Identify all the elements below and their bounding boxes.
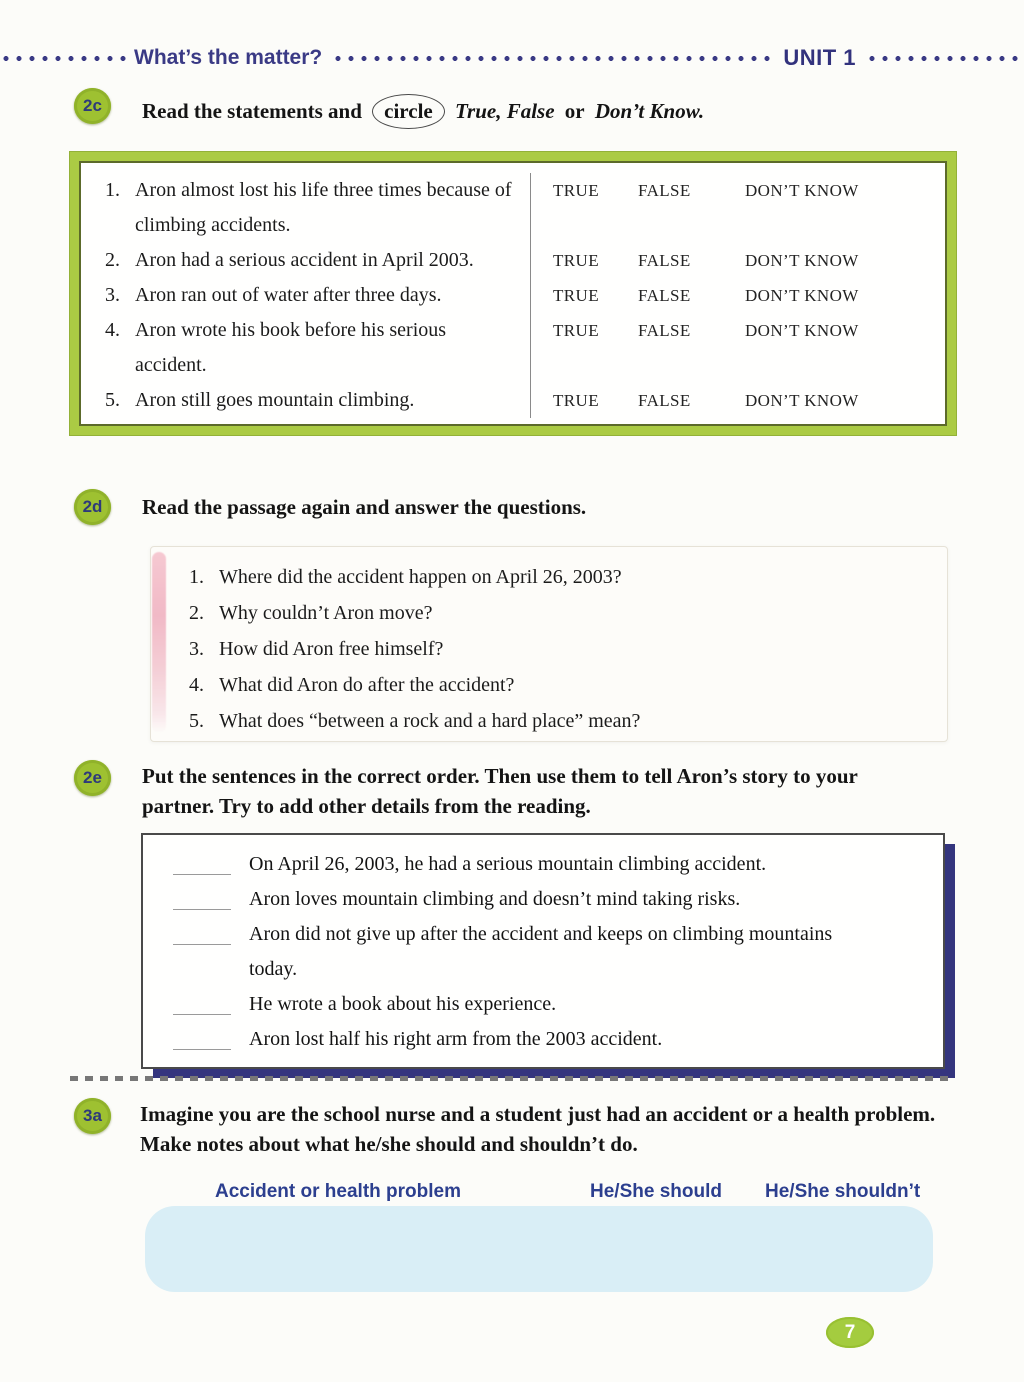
option-false: FALSE (638, 391, 691, 410)
options-cell (531, 313, 895, 383)
option-false: FALSE (638, 286, 691, 305)
order-item (173, 1022, 943, 1057)
notes-panel (145, 1206, 933, 1292)
statement-cell (79, 383, 531, 418)
options-cell (531, 173, 895, 243)
answer-blank (173, 882, 231, 910)
order-sentence: Aron did not give up after the accident and keeps on climbing mountains today. (249, 923, 833, 980)
section-badge-2e: 2e (74, 760, 111, 796)
question-text: What did Aron do after the accident? (219, 674, 515, 696)
option-true: TRUE (553, 391, 599, 410)
page-header (0, 44, 1024, 72)
table-row (79, 278, 947, 313)
options-cell (531, 278, 895, 313)
dotted-rule-right (866, 55, 1024, 62)
instruction-2c-true-false: True, False (454, 99, 555, 123)
section-badge-2c: 2c (74, 88, 111, 124)
option-true: TRUE (553, 251, 599, 270)
statement-cell (79, 173, 531, 243)
question-item (151, 559, 947, 595)
sentence-order-box (141, 833, 945, 1069)
notes-column-header-shouldnt: He/She shouldn’t (765, 1181, 921, 1202)
instruction-2c-dont-know: Don’t Know. (594, 99, 705, 123)
option-true: TRUE (553, 321, 599, 340)
options-cell (531, 243, 895, 278)
option-false: FALSE (638, 181, 691, 200)
question-text: What does “between a rock and a hard place” mean? (219, 710, 641, 732)
statement-text: Aron almost lost his life three times because of climbing accidents. (135, 179, 512, 236)
instruction-2d: Read the passage again and answer the questions. (142, 495, 587, 519)
instruction-2c-pre: Read the statements and (142, 99, 362, 123)
table-row (79, 383, 947, 418)
order-item (173, 987, 943, 1022)
notes-column-header-should: He/She should (590, 1181, 722, 1202)
notes-column-header-problem: Accident or health problem (215, 1181, 461, 1202)
option-dont-know: DON’T KNOW (745, 251, 859, 270)
answer-blank (173, 1022, 231, 1050)
answer-blank (173, 917, 231, 945)
statement-text: Aron still goes mountain climbing. (135, 389, 415, 411)
section-badge-3a: 3a (74, 1098, 111, 1134)
table-row (79, 243, 947, 278)
question-item (151, 631, 947, 667)
page-number-badge: 7 (826, 1317, 874, 1348)
instruction-3a: Imagine you are the school nurse and a student just had an accident or a health problem. Make notes about what he/she should and shouldn’t do. (140, 1102, 936, 1156)
option-dont-know: DON’T KNOW (745, 286, 859, 305)
dashed-divider (70, 1076, 948, 1081)
dotted-rule-middle (332, 55, 773, 62)
question-text: Where did the accident happen on April 26, 2003? (219, 566, 622, 588)
order-item (173, 917, 943, 987)
option-dont-know: DON’T KNOW (745, 181, 859, 200)
statement-cell (79, 243, 531, 278)
option-true: TRUE (553, 181, 599, 200)
unit-label: UNIT 1 (783, 45, 856, 70)
question-text: Why couldn’t Aron move? (219, 602, 433, 624)
option-true: TRUE (553, 286, 599, 305)
statement-cell (79, 313, 531, 383)
statement-text: Aron ran out of water after three days. (135, 284, 442, 306)
instruction-2c-or: or (564, 99, 585, 123)
statement-number: 3. (105, 284, 120, 306)
instruction-2c (142, 94, 709, 129)
option-false: FALSE (638, 251, 691, 270)
statement-text: Aron had a serious accident in April 2003. (135, 249, 474, 271)
options-cell (531, 383, 895, 418)
instruction-2e: Put the sentences in the correct order. Then use them to tell Aron’s story to your partner. Try to add other details from the reading. (142, 764, 858, 818)
question-item (151, 595, 947, 631)
questions-card (150, 546, 948, 742)
circled-word: circle (372, 94, 445, 129)
true-false-table (70, 152, 956, 435)
statement-text: Aron wrote his book before his serious accident. (135, 319, 447, 376)
order-sentence: Aron lost half his right arm from the 2003 accident. (249, 1028, 663, 1050)
option-dont-know: DON’T KNOW (745, 391, 859, 410)
question-number: 5. (189, 710, 204, 732)
statement-number: 5. (105, 389, 120, 411)
order-sentence: Aron loves mountain climbing and doesn’t mind taking risks. (249, 888, 741, 910)
statement-cell (79, 278, 531, 313)
question-text: How did Aron free himself? (219, 638, 444, 660)
table-row (79, 313, 947, 383)
statement-number: 1. (105, 179, 120, 201)
option-dont-know: DON’T KNOW (745, 321, 859, 340)
order-item (173, 882, 943, 917)
answer-blank (173, 847, 231, 875)
table-row (79, 173, 947, 243)
dotted-rule-left (0, 55, 128, 62)
order-item (173, 847, 943, 882)
question-number: 1. (189, 566, 204, 588)
option-false: FALSE (638, 321, 691, 340)
answer-blank (173, 987, 231, 1015)
page-header-title: What’s the matter? (134, 46, 323, 69)
question-number: 4. (189, 674, 204, 696)
section-badge-2d: 2d (74, 489, 111, 525)
question-number: 3. (189, 638, 204, 660)
question-item (151, 703, 947, 739)
order-sentence: He wrote a book about his experience. (249, 993, 557, 1015)
highlight-stripe (152, 552, 166, 733)
statement-number: 2. (105, 249, 120, 271)
statement-number: 4. (105, 319, 120, 341)
order-sentence: On April 26, 2003, he had a serious mountain climbing accident. (249, 853, 767, 875)
question-item (151, 667, 947, 703)
question-number: 2. (189, 602, 204, 624)
